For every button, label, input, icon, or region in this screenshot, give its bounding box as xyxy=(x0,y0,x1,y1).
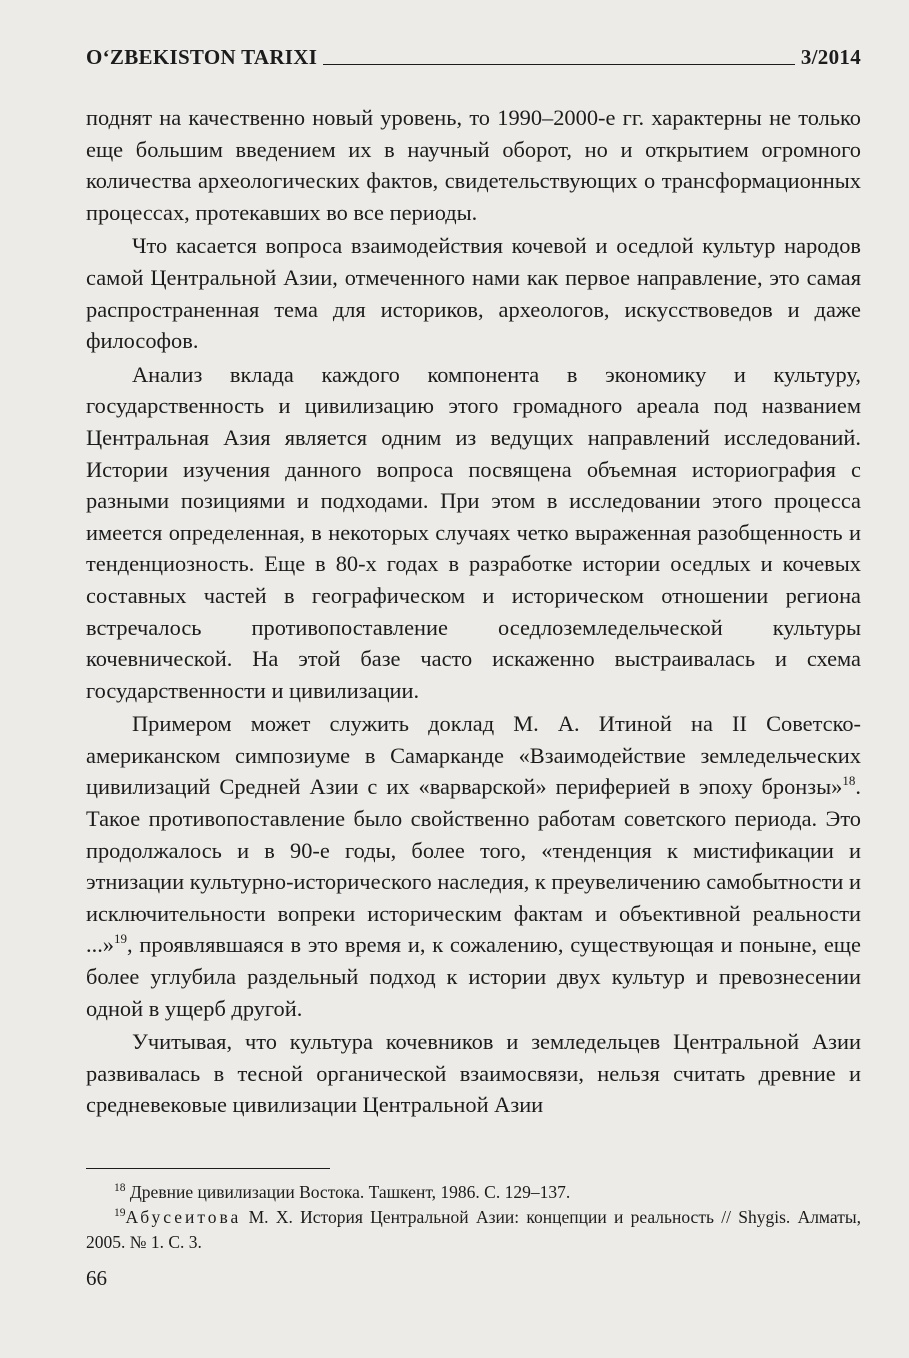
footnote-ref-19[interactable]: 19 xyxy=(114,931,127,947)
paragraph-4-part-1: Примером может служить доклад М. А. Итиной на II Советско-американском симпозиуме в Самарканде «Взаимодействие земледельческих цивилизаций Средней Азии с их «варварской» периферией в эпоху бронзы» xyxy=(86,711,861,800)
footnote-19 xyxy=(86,1205,861,1255)
footnote-separator xyxy=(86,1168,330,1169)
header-rule xyxy=(323,64,795,65)
paragraph-1: поднят на качественно новый уровень, то 1990–2000-е гг. характерны не только еще большим введением их в научный оборот, но и открытием огромного количества археологических фактов, свидетельствующих о трансформационных процессах, протекавших во все периоды. xyxy=(86,105,861,225)
journal-title: O‘ZBEKISTON TARIXI xyxy=(86,45,318,69)
footnote-18 xyxy=(86,1180,861,1205)
paragraph-2: Что касается вопроса взаимодействия кочевой и оседлой культур народов самой Центральной Азии, отмеченного нами как первое направление, это самая распространенная тема для историков, археологов, искусствоведов и даже философов. xyxy=(86,233,861,354)
paragraph-4-part-3: , проявлявшаяся в это время и, к сожалению, существующая и поныне, еще более углубила раздельный подход к истории двух культур и превознесении одной в ущерб другой. xyxy=(86,932,861,1021)
main-text xyxy=(86,102,861,1123)
paragraph-5: Учитывая, что культура кочевников и земледельцев Центральной Азии развивалась в тесной органической взаимосвязи, нельзя считать древние и средневековые цивилизации Центральной Азии xyxy=(86,1029,861,1118)
issue-number: 3/2014 xyxy=(800,45,861,69)
footnote-number: 19 xyxy=(114,1207,126,1219)
paragraph-4 xyxy=(86,708,861,1024)
paragraph-4-part-2: . Такое противопоставление было свойственно работам советского периода. Это продолжалось и в 90-е годы, более того, «тенденция к мистификации и этнизации культурно-исторического наследия, к преувеличению самобытности и исключительности вопреки историческим фактам и объективной реальности ...» xyxy=(86,774,861,958)
footnote-ref-18[interactable]: 18 xyxy=(842,773,856,789)
running-header xyxy=(86,40,861,70)
footnote-number: 18 xyxy=(114,1182,126,1194)
paragraph-3: Анализ вклада каждого компонента в экономику и культуру, государственность и цивилизацию этого громадного ареала под названием Центральная Азия является одним из ведущих направлений исследований. Истории изучения данного вопроса посвящена объемная историография с разными позициями и подходами. При этом в исследовании этого процесса имеется определенная, в некоторых случаях четко выраженная разобщенность и тенденциозность. Еще в 80-х годах в разработке истории оседлых и кочевых составных частей в географическом и историческом отношении региона встречалось противопоставление оседлоземледельческой культуры кочевнической. На этой базе часто искаженно выстраивалась и схема государственности и цивилизации. xyxy=(86,361,861,703)
footnote-text: М. Х. История Центральной Азии: концепции и реальность // Shygis. Алматы, 2005. № 1. С. 3. xyxy=(86,1207,861,1252)
footnote-author: Абусеитова xyxy=(125,1207,242,1227)
page-number: 66 xyxy=(86,1266,107,1290)
footnote-text: Древние цивилизации Востока. Ташкент, 1986. С. 129–137. xyxy=(129,1182,571,1202)
footnotes xyxy=(86,1180,861,1255)
